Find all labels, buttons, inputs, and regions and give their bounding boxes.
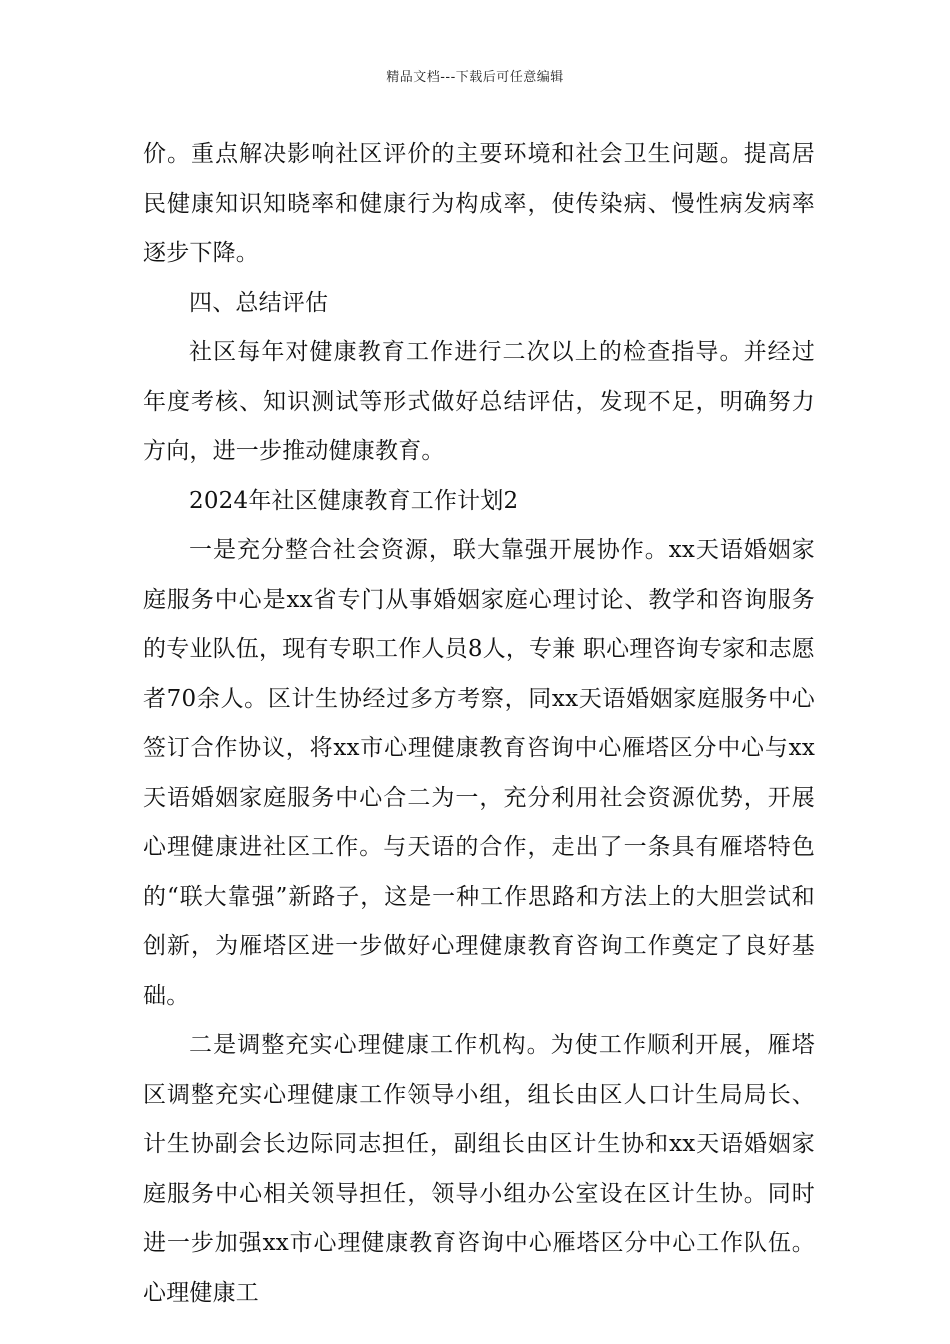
paragraph-point-one: 一是充分整合社会资源，联大靠强开展协作。xx天语婚姻家庭服务中心是xx省专门从事婚姻家庭心理讨论、教学和咨询服务的专业队伍，现有专职工作人员8人，专兼 职心理咨询专家和志愿者70余人。区计生协经过多方考察，同xx天语婚姻家庭服务中心签订合作协议，将xx市心理健康教育咨询中心雁塔区分中心与xx天语婚姻家庭服务中心合二为一，充分利用社会资源优势，开展心理健康进社区工作。与天语的合作，走出了一条具有雁塔特色的“联大靠强”新路子，这是一种工作思路和方法上的大胆尝试和创新，为雁塔区进一步做好心理健康教育咨询工作奠定了良好基础。 (143, 537, 815, 1009)
paragraph-point-two: 二是调整充实心理健康工作机构。为使工作顺利开展，雁塔区调整充实心理健康工作领导小组，组长由区人口计生局局长、计生协副会长边际同志担任，副组长由区计生协和xx天语婚姻家庭服务中心相关领导担任，领导小组办公室设在区计生协。同时进一步加强xx市心理健康教育咨询中心雁塔区分中心工作队伍。心理健康工 (143, 1032, 815, 1306)
section-heading-summary: 四、总结评估 (189, 289, 329, 316)
plan-title: 2024年社区健康教育工作计划2 (189, 487, 519, 514)
document-body (143, 130, 815, 1318)
paragraph-summary: 社区每年对健康教育工作进行二次以上的检查指导。并经过年度考核、知识测试等形式做好总结评估，发现不足，明确努力方向，进一步推动健康教育。 (143, 339, 815, 464)
paragraph-continuation: 价。重点解决影响社区评价的主要环境和社会卫生问题。提高居民健康知识知晓率和健康行为构成率，使传染病、慢性病发病率逐步下降。 (143, 141, 815, 266)
page-header: 精品文档---下载后可任意编辑 (386, 70, 564, 85)
